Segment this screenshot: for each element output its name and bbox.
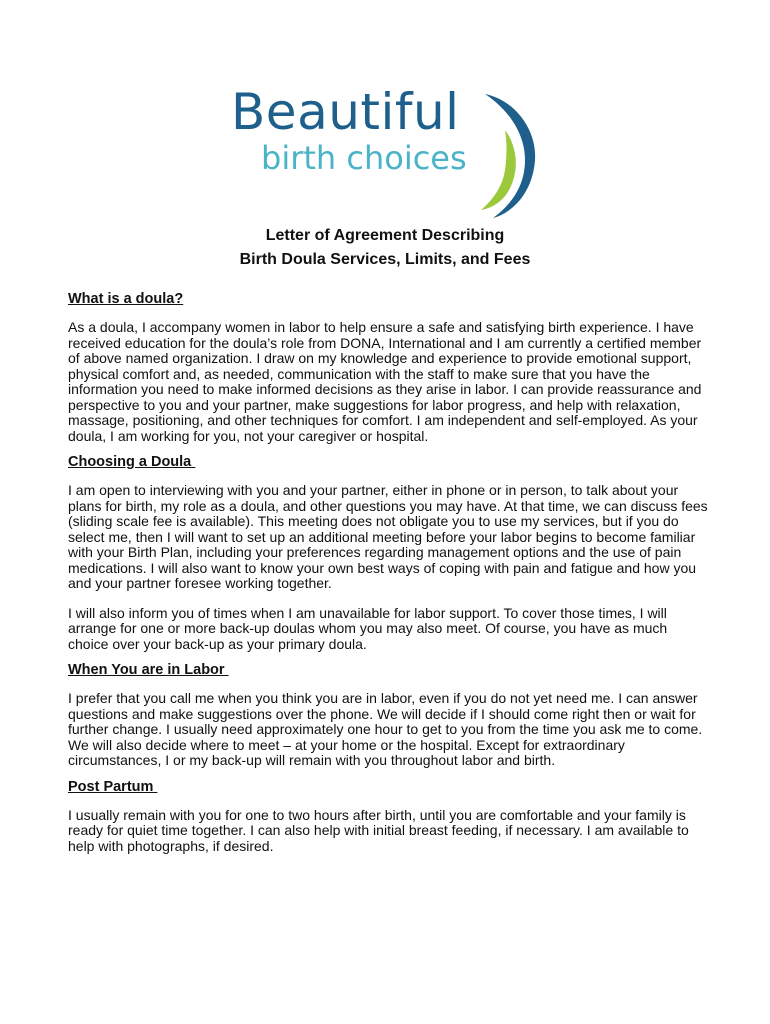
paragraph-post-partum: I usually remain with you for one to two hours after birth, until you are comfortable and your family is ready for quiet time together. I can also help with initial breast feeding, if necessary. I am available to help with photographs, if desired. [68,806,689,854]
title-line-1: Letter of Agreement Describing [265,227,505,244]
heading-choosing-doula: Choosing a Doula [68,454,196,470]
document-body [68,290,708,863]
paragraph-what-is-doula: As a doula, I accompany women in labor to help ensure a safe and satisfying birth experience. I have received education for the doula’s role from DONA, International and I am currently a certified member of above named organization. I draw on my knowledge and experience to provide emotional support, physical comfort and, as needed, communication with the staff to make sure that you have the information you need to make informed decisions as they arise in labor. I can provide reassurance and perspective to you and your partner, make suggestions for labor progress, and help with relaxation, massage, positioning, and other techniques for comfort. I am independent and self-employed. As your doula, I am working for you, not your caregiver or hospital. [68,319,702,444]
logo-swoosh-icon [475,90,545,220]
logo-main-text: Beautiful [231,83,460,141]
document-title [0,224,770,272]
heading-what-is-doula: What is a doula? [68,291,184,307]
paragraph-choosing-doula-1: I am open to interviewing with you and your partner, either in phone or in person, to talk about your plans for birth, my role as a doula, and other questions you may have. At that time, we can discuss fees (sliding scale fee is available). This meeting does not obligate you to use my services, but if you do select me, then I will want to set up an additional meeting before your labor begins to become familiar with your Birth Plan, including your preferences regarding management options and the use of pain medications. I will also want to know your own best ways of coping with pain and fatigue and how you and your partner foresee working together. [68,482,708,591]
paragraph-choosing-doula-2: I will also inform you of times when I am unavailable for labor support. To cover those times, I will arrange for one or more back-up doulas whom you may also meet. Of course, you have as much choice over your back-up as your primary doula. [68,604,668,652]
company-logo [225,82,545,222]
logo-sub-text: birth choices [261,139,467,177]
heading-in-labor: When You are in Labor [68,662,229,678]
heading-post-partum: Post Partum [68,778,158,795]
paragraph-in-labor: I prefer that you call me when you think you are in labor, even if you do not yet need me. I can answer questions and make suggestions over the phone. We will decide if I should come right then or wait for further change. I usually need approximately one hour to get to you from the time you ask me to come. We will also decide where to meet – at your home or the hospital. Except for extraordinary circumstances, I or my back-up will remain with you throughout labor and birth. [68,690,703,768]
title-line-2: Birth Doula Services, Limits, and Fees [239,251,531,268]
